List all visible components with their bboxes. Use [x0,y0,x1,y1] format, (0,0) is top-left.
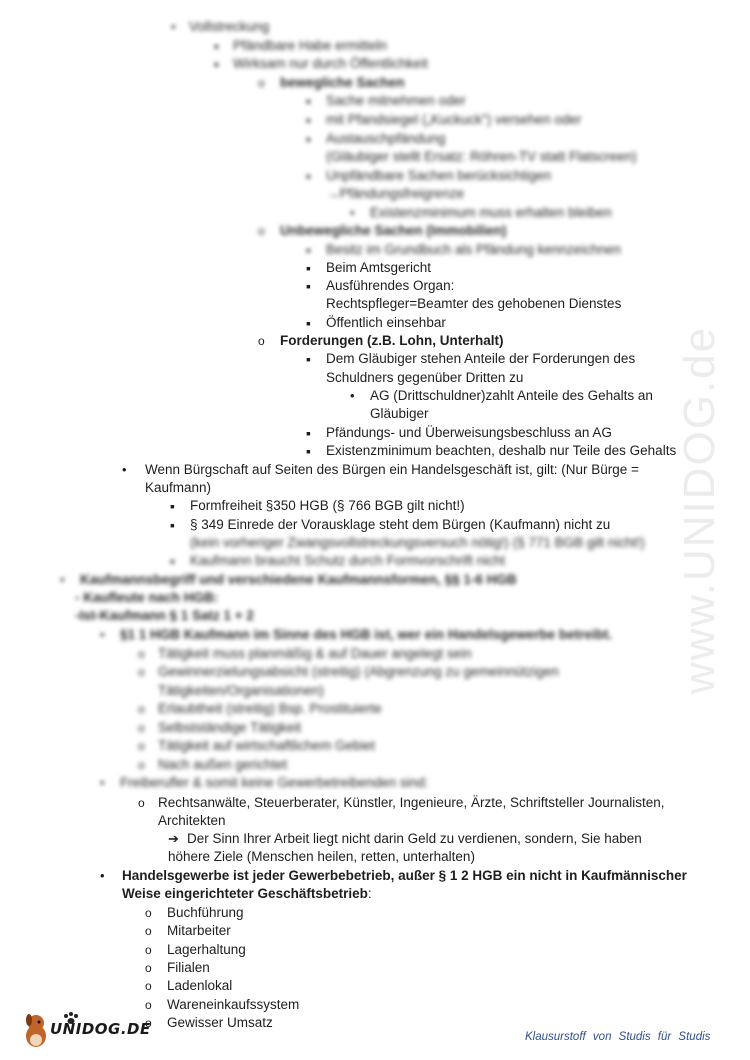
bullet-circle [138,719,145,737]
list-item: Mitarbeiter [167,923,231,938]
text-line: Ausführendes Organ: [326,278,455,293]
bullet-dot [100,626,105,644]
bullet-circle [145,922,152,940]
heading-text: Weise eingerichteter Geschäftsbetrieb [122,886,368,901]
bullet-square [306,241,311,260]
bullet-circle [145,941,152,959]
text-line: Schuldners gegenüber Dritten zu [326,370,524,385]
watermark-text: www.UNIDOG.de [675,325,725,695]
text-line: Existenzminimum beachten, deshalb nur Teile des Gehalts [326,443,677,458]
list-item: Lagerhaltung [167,942,246,957]
blurred-line: Austauschpfändung [326,131,446,146]
list-item: Wareneinkaufssystem [167,997,300,1012]
bullet-circle [138,663,145,681]
text-line: Gläubiger [370,406,429,421]
bullet-square [306,442,311,461]
bullet-circle [145,977,152,995]
list-item: Gewisser Umsatz [167,1015,273,1030]
list-item: Ladenlokal [167,978,233,993]
bullet-dot [122,461,127,479]
text-line: Rechtspfleger=Beamter des gehobenen Dienstes [326,296,622,311]
bullet-square [306,167,311,186]
bullet-circle [138,794,145,812]
bullet-square [306,424,311,443]
list-item: Buchführung [167,905,244,920]
bullet-circle [145,959,152,977]
blurred-line: Wirksam nur durch Öffentlichkeit [233,56,428,71]
heading-colon: : [367,886,372,901]
blurred-line: mit Pfandsiegel („Kuckuck") versehen oder [326,112,582,127]
text-line: § 349 Einrede der Vorausklage steht dem Bürgen (Kaufmann) nicht zu [190,517,611,532]
blurred-line: §1 1 HGB Kaufmann im Sinne des HGB ist, wer ein Handelsgewerbe betreibt. [120,627,613,642]
bullet-square [306,350,311,369]
section-heading-cont [122,885,372,903]
blurred-line: Unpfändbare Sachen berücksichtigen [326,168,552,183]
bullet-square [306,259,311,278]
bullet-square [306,111,311,130]
blurred-line: Erlaubtheit (streitig) Bsp. Prostituierte [158,701,382,716]
bullet-dot [100,867,105,885]
text-line: Formfreiheit §350 HGB (§ 766 BGB gilt nicht!) [190,498,465,513]
text-line: Rechtsanwälte, Steuerberater, Künstler, Ingenieure, Ärzte, Schriftsteller Journalisten, [158,795,665,810]
blurred-line: Tätigkeit muss planmäßig & auf Dauer angelegt sein [158,646,472,661]
blurred-line: Kaufmann braucht Schutz durch Formvorschrift nicht [190,553,506,568]
bullet-circle [138,737,145,755]
blurred-line: -Ist-Kaufmann § 1 Satz 1 + 2 [75,608,254,623]
blurred-line: Vollstreckung [189,19,270,34]
bullet-dot [350,204,355,222]
bullet-square [306,92,311,111]
blurred-line: Gewinnerzielungsabsicht (streitig) (Abgrenzung zu gemeinnützigen [158,664,559,679]
blurred-line: Kaufmannsbegriff und verschiedene Kaufmannsformen, §§ 1-6 HGB [80,572,517,587]
bullet-circle [258,222,265,240]
bullet-dot [171,18,176,36]
blurred-line: Existenzminimum muss erhalten bleiben [370,205,612,220]
blurred-line: (kein vorheriger Zwangsvollstreckungsversuch nötig!) (§ 771 BGB gilt nicht!) [190,535,645,550]
text-line: Architekten [158,813,226,828]
blurred-line: bewegliche Sachen [280,75,405,90]
bullet-square [170,516,175,535]
blurred-line: - Kaufleute nach HGB: [75,590,219,605]
text-line: Dem Gläubiger stehen Anteile der Forderungen des [326,351,636,366]
bullet-square [214,37,219,56]
blurred-line: →Pfändungsfreigrenze [326,186,465,201]
blurred-line: Besitz im Grundbuch als Pfändung kennzeichnen [326,242,621,257]
blurred-line: Nach außen gerichtet [158,757,288,772]
blurred-line: Freiberufler & somit keine Gewerbetreibenden sind: [120,775,429,790]
blurred-line: Selbstständige Tätigkeit [158,720,302,735]
bullet-square [306,277,311,296]
text-line: Wenn Bürgschaft auf Seiten des Bürgen ein Handelsgeschäft ist, gilt: (Nur Bürge = [145,462,639,477]
list-item: Filialen [167,960,210,975]
text-line: Beim Amtsgericht [326,260,432,275]
bullet-circle [138,700,145,718]
text-line: höhere Ziele (Menschen heilen, retten, unterhalten) [168,849,475,864]
text-line: Kaufmann) [145,480,212,495]
bullet-square [306,314,311,333]
bullet-circle [258,74,265,92]
footer-tagline: Klausurstoff von Studis für Studis [525,1031,711,1043]
watermark [672,280,728,740]
bullet-square [306,130,311,149]
blurred-line: (Gläubiger stellt Ersatz: Röhren-TV statt Flatscreen) [326,149,637,164]
bullet-square [170,497,175,516]
blurred-line: Pfändbare Habe ermitteln [233,38,387,53]
bullet-square [170,552,175,571]
section-heading: Handelsgewerbe ist jeder Gewerbebetrieb, außer § 1 2 HGB ein nicht in Kaufmännischer [122,868,687,883]
text-line: Öffentlich einsehbar [326,315,446,330]
bullet-dot [100,774,105,792]
text-line: Pfändungs- und Überweisungsbeschluss an AG [326,425,612,440]
logo-text: UNIDOG.DE [50,1020,151,1038]
text-line: AG (Drittschuldner)zahlt Anteile des Gehalts an [370,388,653,403]
bullet-dot [350,387,355,405]
bullet-circle [145,904,152,922]
blurred-line: Unbewegliche Sachen (Immobilien) [280,223,507,238]
arrow-icon: ➔ [168,831,179,846]
blurred-line: Tätigkeiten/Organisationen) [158,683,324,698]
bullet-circle [138,645,145,663]
bullet-dot [60,571,65,589]
bullet-square [214,55,219,74]
bullet-circle [258,332,265,350]
section-heading: Forderungen (z.B. Lohn, Unterhalt) [280,333,504,348]
bullet-circle [138,756,145,774]
blurred-line: Sache mitnehmen oder [326,93,466,108]
text-line: Der Sinn Ihrer Arbeit liegt nicht darin Geld zu verdienen, sondern, Sie haben [187,831,642,846]
blurred-line: Tätigkeit auf wirtschaftlichem Gebiet [158,738,375,753]
